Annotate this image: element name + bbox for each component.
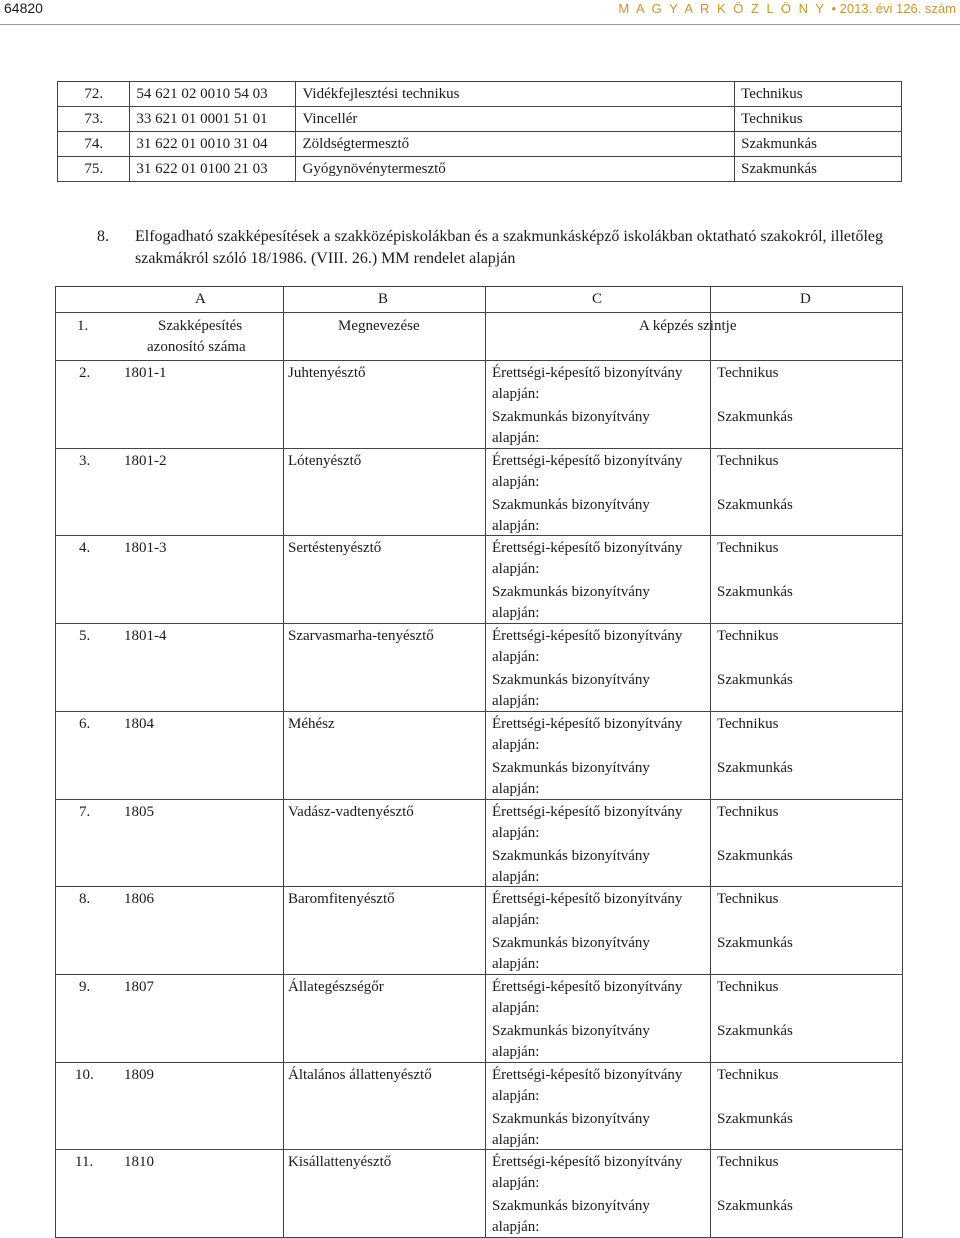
row-basis-secondary: Érettségi-képesítő bizonyítvány — [492, 540, 683, 556]
row-basis-skilled: Szakmunkás bizonyítvány — [492, 584, 650, 600]
row-level-szakmunkas: Szakmunkás — [717, 1111, 793, 1127]
row-level-technikus: Technikus — [717, 891, 779, 907]
row-code: 31 622 01 0010 31 04 — [130, 132, 296, 157]
row-basis-skilled-cont: alapján: — [492, 956, 540, 972]
row-code: 1804 — [124, 716, 154, 732]
row-code: 1801-4 — [124, 628, 167, 644]
row-name: Zöldségtermesztő — [296, 132, 735, 157]
row-level: Szakmunkás — [735, 157, 902, 182]
column-letter: D — [800, 291, 811, 307]
row-level-szakmunkas: Szakmunkás — [717, 672, 793, 688]
row-level-technikus: Technikus — [717, 540, 779, 556]
row-level: Szakmunkás — [735, 132, 902, 157]
row-basis-secondary-cont: alapján: — [492, 1000, 540, 1016]
row-basis-secondary: Érettségi-képesítő bizonyítvány — [492, 804, 683, 820]
row-basis-skilled: Szakmunkás bizonyítvány — [492, 1023, 650, 1039]
table-row-divider — [55, 799, 903, 800]
row-name: Vincellér — [296, 107, 735, 132]
table-row — [58, 82, 902, 107]
row-code: 1801-2 — [124, 453, 167, 469]
row-code: 31 622 01 0100 21 03 — [130, 157, 296, 182]
row-basis-secondary-cont: alapján: — [492, 386, 540, 402]
row-basis-secondary-cont: alapján: — [492, 737, 540, 753]
row-number: 72. — [58, 82, 130, 107]
row-basis-skilled: Szakmunkás bizonyítvány — [492, 672, 650, 688]
row-basis-skilled: Szakmunkás bizonyítvány — [492, 1111, 650, 1127]
header-code-line1: Szakképesítés — [158, 318, 243, 334]
column-letter: B — [378, 291, 389, 307]
row-basis-skilled: Szakmunkás bizonyítvány — [492, 497, 650, 513]
row-level-technikus: Technikus — [717, 365, 779, 381]
row-number: 4. — [79, 540, 91, 556]
row-basis-secondary: Érettségi-képesítő bizonyítvány — [492, 979, 683, 995]
row-name: Általános állattenyésztő — [288, 1067, 432, 1083]
row-name: Méhész — [288, 716, 335, 732]
row-code: 1805 — [124, 804, 154, 820]
table-row-divider — [55, 886, 903, 887]
row-name: Vadász-vadtenyésztő — [288, 804, 414, 820]
journal-issue: • 2013. évi 126. szám — [831, 1, 956, 16]
row-number: 6. — [79, 716, 91, 732]
row-number: 2. — [79, 365, 91, 381]
header-level: A képzés szintje — [639, 318, 737, 334]
table-row-divider — [55, 711, 903, 712]
table-row-divider — [55, 286, 903, 287]
row-name: Vidékfejlesztési technikus — [296, 82, 735, 107]
row-level-szakmunkas: Szakmunkás — [717, 497, 793, 513]
row-basis-secondary: Érettségi-képesítő bizonyítvány — [492, 365, 683, 381]
row-number: 73. — [58, 107, 130, 132]
row-name: Baromfitenyésztő — [288, 891, 395, 907]
table-row-divider — [55, 360, 903, 361]
row-basis-secondary-cont: alapján: — [492, 912, 540, 928]
row-level-technikus: Technikus — [717, 1067, 779, 1083]
row-basis-skilled-cont: alapján: — [492, 605, 540, 621]
row-basis-skilled: Szakmunkás bizonyítvány — [492, 935, 650, 951]
table-column-divider — [485, 286, 486, 1237]
row-code: 33 621 01 0001 51 01 — [130, 107, 296, 132]
table-row-divider — [55, 623, 903, 624]
row-number: 75. — [58, 157, 130, 182]
column-letter: C — [592, 291, 603, 307]
row-number: 5. — [79, 628, 91, 644]
row-level-technikus: Technikus — [717, 628, 779, 644]
row-code: 1807 — [124, 979, 154, 995]
row-basis-secondary-cont: alapján: — [492, 561, 540, 577]
row-code: 54 621 02 0010 54 03 — [130, 82, 296, 107]
row-basis-secondary-cont: alapján: — [492, 1088, 540, 1104]
row-number: 10. — [75, 1067, 94, 1083]
table-row-divider — [55, 974, 903, 975]
table-column-divider — [55, 286, 56, 1237]
row-basis-secondary-cont: alapján: — [492, 649, 540, 665]
row-basis-skilled: Szakmunkás bizonyítvány — [492, 1198, 650, 1214]
column-letter: A — [195, 291, 206, 307]
table-row — [58, 132, 902, 157]
row-name: Lótenyésztő — [288, 453, 362, 469]
section-text: Elfogadható szakképesítések a szakközépiskolákban és a szakmunkásképző iskolákban oktatható szakokról, illetőleg szakmákról szóló 18/1986. (VIII. 26.) MM rendelet alapján — [135, 228, 883, 267]
row-basis-skilled-cont: alapján: — [492, 781, 540, 797]
row-basis-skilled-cont: alapján: — [492, 1044, 540, 1060]
table-row-divider — [55, 1062, 903, 1063]
row-basis-skilled-cont: alapján: — [492, 1132, 540, 1148]
table-row — [58, 107, 902, 132]
row-code: 1806 — [124, 891, 154, 907]
table-column-divider — [710, 286, 711, 1237]
row-basis-skilled-cont: alapján: — [492, 430, 540, 446]
table-row-divider — [55, 448, 903, 449]
row-level-szakmunkas: Szakmunkás — [717, 1023, 793, 1039]
row-level-szakmunkas: Szakmunkás — [717, 1198, 793, 1214]
row-name: Sertéstenyésztő — [288, 540, 382, 556]
row-basis-secondary-cont: alapján: — [492, 1175, 540, 1191]
row-basis-secondary: Érettségi-képesítő bizonyítvány — [492, 1154, 683, 1170]
row-level-szakmunkas: Szakmunkás — [717, 848, 793, 864]
row-basis-skilled-cont: alapján: — [492, 869, 540, 885]
row-basis-secondary: Érettségi-képesítő bizonyítvány — [492, 453, 683, 469]
row-level-szakmunkas: Szakmunkás — [717, 584, 793, 600]
header-divider — [0, 24, 960, 25]
row-basis-secondary: Érettségi-képesítő bizonyítvány — [492, 1067, 683, 1083]
page-header — [0, 0, 960, 24]
row-level-technikus: Technikus — [717, 1154, 779, 1170]
table-column-divider — [283, 286, 284, 1237]
row-basis-skilled-cont: alapján: — [492, 1219, 540, 1235]
row-number: 3. — [79, 453, 91, 469]
row-basis-skilled-cont: alapján: — [492, 518, 540, 534]
row-name: Kisállattenyésztő — [288, 1154, 392, 1170]
row-basis-skilled: Szakmunkás bizonyítvány — [492, 848, 650, 864]
row-number: 74. — [58, 132, 130, 157]
row-name: Szarvasmarha-tenyésztő — [288, 628, 434, 644]
row-basis-secondary-cont: alapján: — [492, 825, 540, 841]
row-basis-skilled: Szakmunkás bizonyítvány — [492, 409, 650, 425]
row-code: 1809 — [124, 1067, 154, 1083]
row-level-technikus: Technikus — [717, 716, 779, 732]
table-row — [58, 157, 902, 182]
row-code: 1810 — [124, 1154, 154, 1170]
row-basis-skilled: Szakmunkás bizonyítvány — [492, 760, 650, 776]
row-basis-skilled-cont: alapján: — [492, 693, 540, 709]
row-level-szakmunkas: Szakmunkás — [717, 760, 793, 776]
row-code: 1801-1 — [124, 365, 167, 381]
qualification-table-top — [57, 81, 902, 182]
header-name: Megnevezése — [338, 318, 420, 334]
row-number: 7. — [79, 804, 91, 820]
table-column-divider — [902, 286, 903, 1237]
row-level-technikus: Technikus — [717, 979, 779, 995]
row-level: Technikus — [735, 107, 902, 132]
row-level-szakmunkas: Szakmunkás — [717, 935, 793, 951]
row-basis-secondary: Érettségi-képesítő bizonyítvány — [492, 891, 683, 907]
row-level-szakmunkas: Szakmunkás — [717, 409, 793, 425]
journal-title — [618, 1, 956, 16]
row-name: Gyógynövénytermesztő — [296, 157, 735, 182]
row-code: 1801-3 — [124, 540, 167, 556]
section-heading — [97, 226, 883, 270]
table-row-divider — [55, 535, 903, 536]
table-row-divider — [55, 312, 903, 313]
section-number: 8. — [97, 228, 109, 245]
header-number: 1. — [77, 318, 89, 334]
row-number: 9. — [79, 979, 91, 995]
row-name: Állategészségőr — [288, 979, 384, 995]
table-row-divider — [55, 1149, 903, 1150]
row-basis-secondary: Érettségi-képesítő bizonyítvány — [492, 628, 683, 644]
page-number: 64820 — [4, 0, 43, 16]
row-level-technikus: Technikus — [717, 804, 779, 820]
row-basis-secondary: Érettségi-képesítő bizonyítvány — [492, 716, 683, 732]
row-level: Technikus — [735, 82, 902, 107]
journal-name: M A G Y A R K Ö Z L Ö N Y — [618, 1, 826, 16]
row-number: 8. — [79, 891, 91, 907]
header-code-line2: azonosító száma — [147, 339, 246, 355]
row-basis-secondary-cont: alapján: — [492, 474, 540, 490]
row-number: 11. — [75, 1154, 94, 1170]
row-name: Juhtenyésztő — [288, 365, 366, 381]
row-level-technikus: Technikus — [717, 453, 779, 469]
